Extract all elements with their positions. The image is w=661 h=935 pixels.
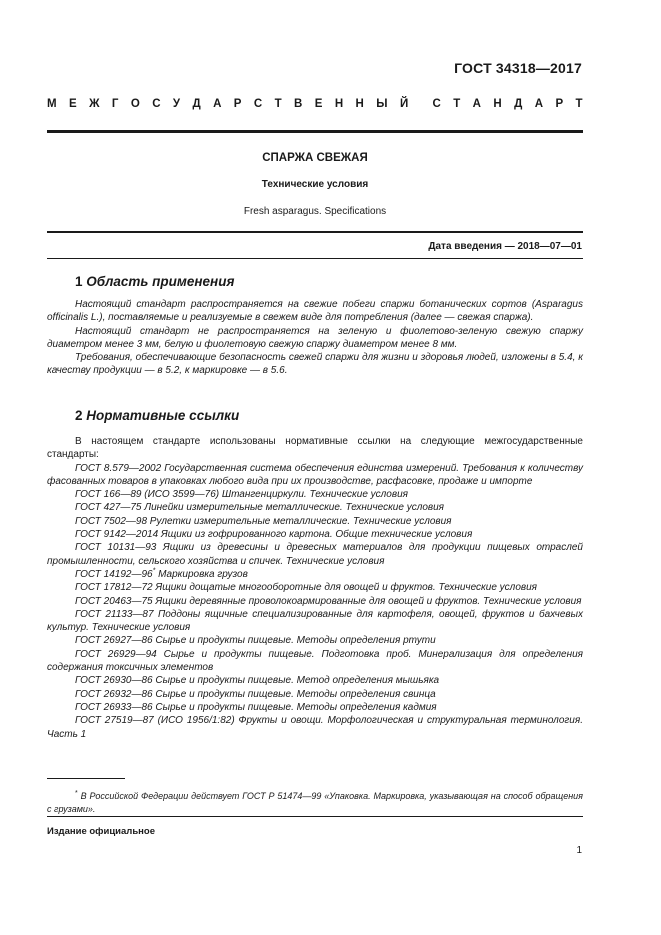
banner-letter: Е (69, 98, 78, 110)
banner-letter: Е (314, 98, 323, 110)
reference-item: ГОСТ 17812—72 Ящики дощатые многооборотные для овощей и фруктов. Технические условия (75, 582, 537, 594)
banner-letter: Н (334, 98, 344, 110)
english-title: Fresh asparagus. Specifications (243, 206, 387, 217)
scope-paragraph-3: Требования, обеспечивающие безопасность свежей спаржи для жизни и здоровья людей, изложены в 5.4, к качеству продукции — в 5.2, к маркировке — в 5.6. (47, 352, 583, 377)
reference-item: ГОСТ 21133—87 Поддоны ящичные специализированные для картофеля, овощей, фруктов и бахчевых культур. Технические условия (47, 608, 583, 634)
banner-letter: Д (514, 98, 523, 110)
banner-letter: М (47, 98, 58, 110)
banner-letter: С (432, 98, 442, 110)
banner-letter: Т (575, 98, 584, 110)
scope-paragraph-1: Настоящий стандарт распространяется на свежие побеги спаржи ботанических сортов (Asparagus officinalis L.), поставляемые и реализуемые в свежем виде для потребления (далее — свежая спаржа). (47, 299, 583, 324)
official-edition-label: Издание официальное (47, 826, 155, 837)
reference-item: ГОСТ 26927—86 Сырье и продукты пищевые. Методы определения ртути (75, 635, 436, 647)
reference-item: ГОСТ 427—75 Линейки измерительные металлические. Технические условия (75, 502, 445, 514)
document-title: СПАРЖА СВЕЖАЯ (262, 152, 368, 164)
footnote-rule (47, 778, 125, 779)
footer-rule (47, 816, 583, 817)
header-rule (47, 130, 583, 133)
document-subtitle: Технические условия (261, 179, 369, 190)
banner-letter: Н (493, 98, 503, 110)
reference-item: ГОСТ 26933—86 Сырье и продукты пищевые. Методы определения кадмия (75, 701, 437, 713)
reference-item: ГОСТ 10131—93 Ящики из древесины и древесных материалов для продукции пищевых отраслей промышленности, сельского хозяйства и спичек. Технические условия (47, 542, 583, 567)
banner-letter: Ж (89, 98, 100, 110)
references-list (47, 462, 583, 741)
banner-letter: Г (111, 98, 119, 110)
banner-letter: Д (192, 98, 202, 110)
banner-letter: Т (453, 98, 461, 110)
banner-letter: С (152, 98, 161, 110)
date-rule (47, 258, 583, 259)
section-2-body (47, 435, 583, 741)
reference-item: ГОСТ 26930—86 Сырье и продукты пищевые. Метод определения мышьяка (75, 675, 440, 687)
reference-item: ГОСТ 27519—87 (ИСО 1956/1:82) Фрукты и овощи. Морфологическая и структуральная терминология. Часть 1 (47, 715, 583, 740)
section-2-title: Нормативные ссылки (86, 408, 240, 423)
reference-item: ГОСТ 166—89 (ИСО 3599—76) Штангенциркули. Технические условия (75, 489, 408, 501)
reference-item: ГОСТ 26929—94 Сырье и продукты пищевые. Подготовка проб. Минерализация для определения содержания токсичных элементов (47, 648, 583, 674)
banner-letter: Ы (376, 98, 389, 110)
page-number: 1 (576, 845, 582, 856)
banner-letter: Р (555, 98, 564, 110)
section-2-heading (75, 408, 239, 423)
footnote-text: В Российской Федерации действует ГОСТ Р 51474—99 «Упаковка. Маркировка, указывающая на способ обращения с грузами». (47, 791, 583, 814)
banner-letter: Й (399, 98, 409, 110)
footnote (47, 788, 583, 815)
banner-letter: Р (233, 98, 242, 110)
reference-item: ГОСТ 7502—98 Рулетки измерительные металлические. Технические условия (75, 515, 452, 527)
section-2-number: 2 (75, 408, 83, 423)
banner-letter: А (472, 98, 482, 110)
section-1-heading (75, 274, 234, 289)
scope-paragraph-2: Настоящий стандарт не распространяется на зеленую и фиолетово-зеленую свежую спаржу диаметром менее 3 мм, белую и фиолетовую свежую спаржу диаметром менее 8 мм. (47, 325, 583, 350)
gost-number: ГОСТ 34318—2017 (454, 60, 582, 76)
banner-letter: А (213, 98, 222, 110)
banner-letter: У (172, 98, 181, 110)
reference-item: ГОСТ 14192—96* Маркировка грузов (75, 567, 248, 580)
references-intro: В настоящем стандарте использованы нормативные ссылки на следующие межгосударственные стандарты: (47, 436, 583, 461)
reference-item: ГОСТ 26932—86 Сырье и продукты пищевые. Методы определения свинца (75, 688, 436, 700)
banner-letter: Т (274, 98, 283, 110)
section-1-number: 1 (75, 274, 83, 289)
interstate-standard-banner (47, 98, 583, 110)
banner-letter: А (534, 98, 544, 110)
section-1-title: Область применения (86, 274, 235, 289)
banner-letter: В (294, 98, 303, 110)
footnote-marker: * (75, 790, 78, 797)
banner-letter: Н (355, 98, 365, 110)
reference-item: ГОСТ 8.579—2002 Государственная система обеспечения единства измерений. Требования к количеству фасованных товаров в упаковках любого вида при их производстве, расфасовке, продаже и импорте (47, 462, 583, 487)
reference-item: ГОСТ 9142—2014 Ящики из гофрированного картона. Общие технические условия (75, 529, 473, 541)
banner-letter: С (253, 98, 263, 110)
reference-item: ГОСТ 20463—75 Ящики деревянные проволокоармированные для овощей и фруктов. Технические условия (75, 595, 582, 607)
reference-footnote-marker: * (152, 567, 156, 575)
introduction-date: Дата введения — 2018—07—01 (428, 241, 582, 252)
section-1-body (47, 298, 583, 378)
banner-letter: О (130, 98, 141, 110)
title-rule (47, 231, 583, 233)
